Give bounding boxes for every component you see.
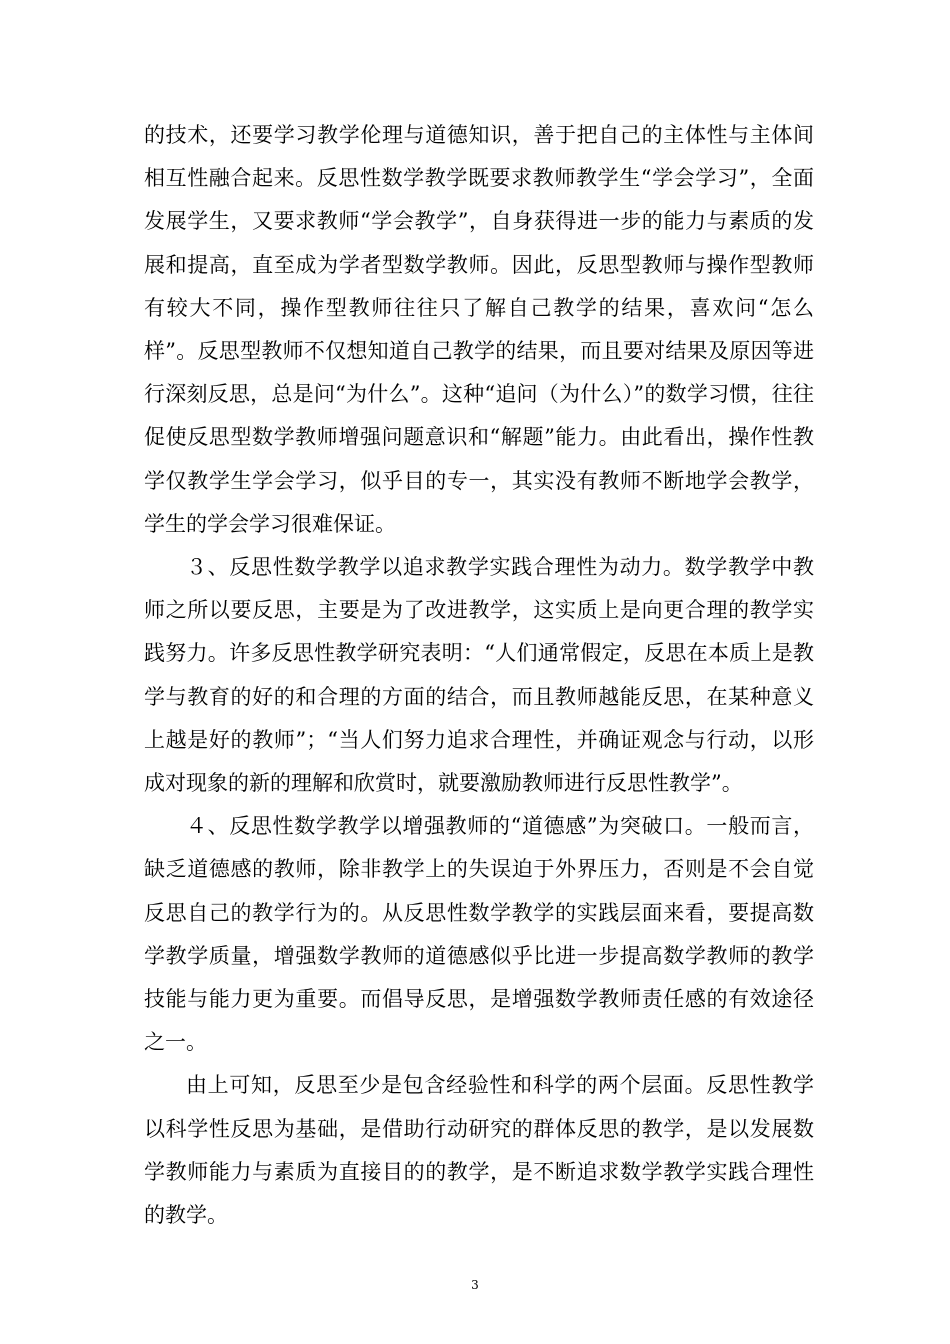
- paragraph-continuation: 的技术，还要学习教学伦理与道德知识，善于把自己的主体性与主体间相互性融合起来。反思性数学教学既要求教师教学生“学会学习”，全面发展学生，又要求教师“学会教学”，自身获得进一步的能力与素质的发展和提高，直至成为学者型数学教师。因此，反思型教师与操作型教师有较大不同，操作型教师往往只了解自己教学的结果，喜欢问“怎么样”。反思型教师不仅想知道自己教学的结果，而且要对结果及原因等进行深刻反思，总是问“为什么”。这种“追问（为什么）”的数学习惯，往往促使反思型数学教师增强问题意识和“解题”能力。由此看出，操作性教学仅教学生学会学习，似乎目的专一，其实没有教师不断地学会教学，学生的学会学习很难保证。: [144, 123, 814, 536]
- page-number: 3: [471, 1278, 479, 1292]
- document-body: [144, 114, 814, 1237]
- paragraph-conclusion: 由上可知，反思至少是包含经验性和科学的两个层面。反思性教学以科学性反思为基础，是借助行动研究的群体反思的教学，是以发展数学教师能力与素质为直接目的的教学，是不断追求数学教学实践合理性的教学。: [144, 1073, 814, 1228]
- paragraph-point-4: ４、反思性数学教学以增强教师的“道德感”为突破口。一般而言，缺乏道德感的教师，除非教学上的失误迫于外界压力，否则是不会自觉反思自己的教学行为的。从反思性数学教学的实践层面来看，要提高数学教学质量，增强数学教师的道德感似乎比进一步提高数学教师的教学技能与能力更为重要。而倡导反思，是增强数学教师责任感的有效途径之一。: [144, 814, 814, 1055]
- paragraph-point-3: ３、反思性数学教学以追求教学实践合理性为动力。数学教学中教师之所以要反思，主要是为了改进教学，这实质上是向更合理的教学实践努力。许多反思性教学研究表明：“人们通常假定，反思在本质上是教学与教育的好的和合理的方面的结合，而且教师越能反思，在某种意义上越是好的教师”；“当人们努力追求合理性，并确证观念与行动，以形成对现象的新的理解和欣赏时，就要激励教师进行反思性教学”。: [144, 555, 814, 796]
